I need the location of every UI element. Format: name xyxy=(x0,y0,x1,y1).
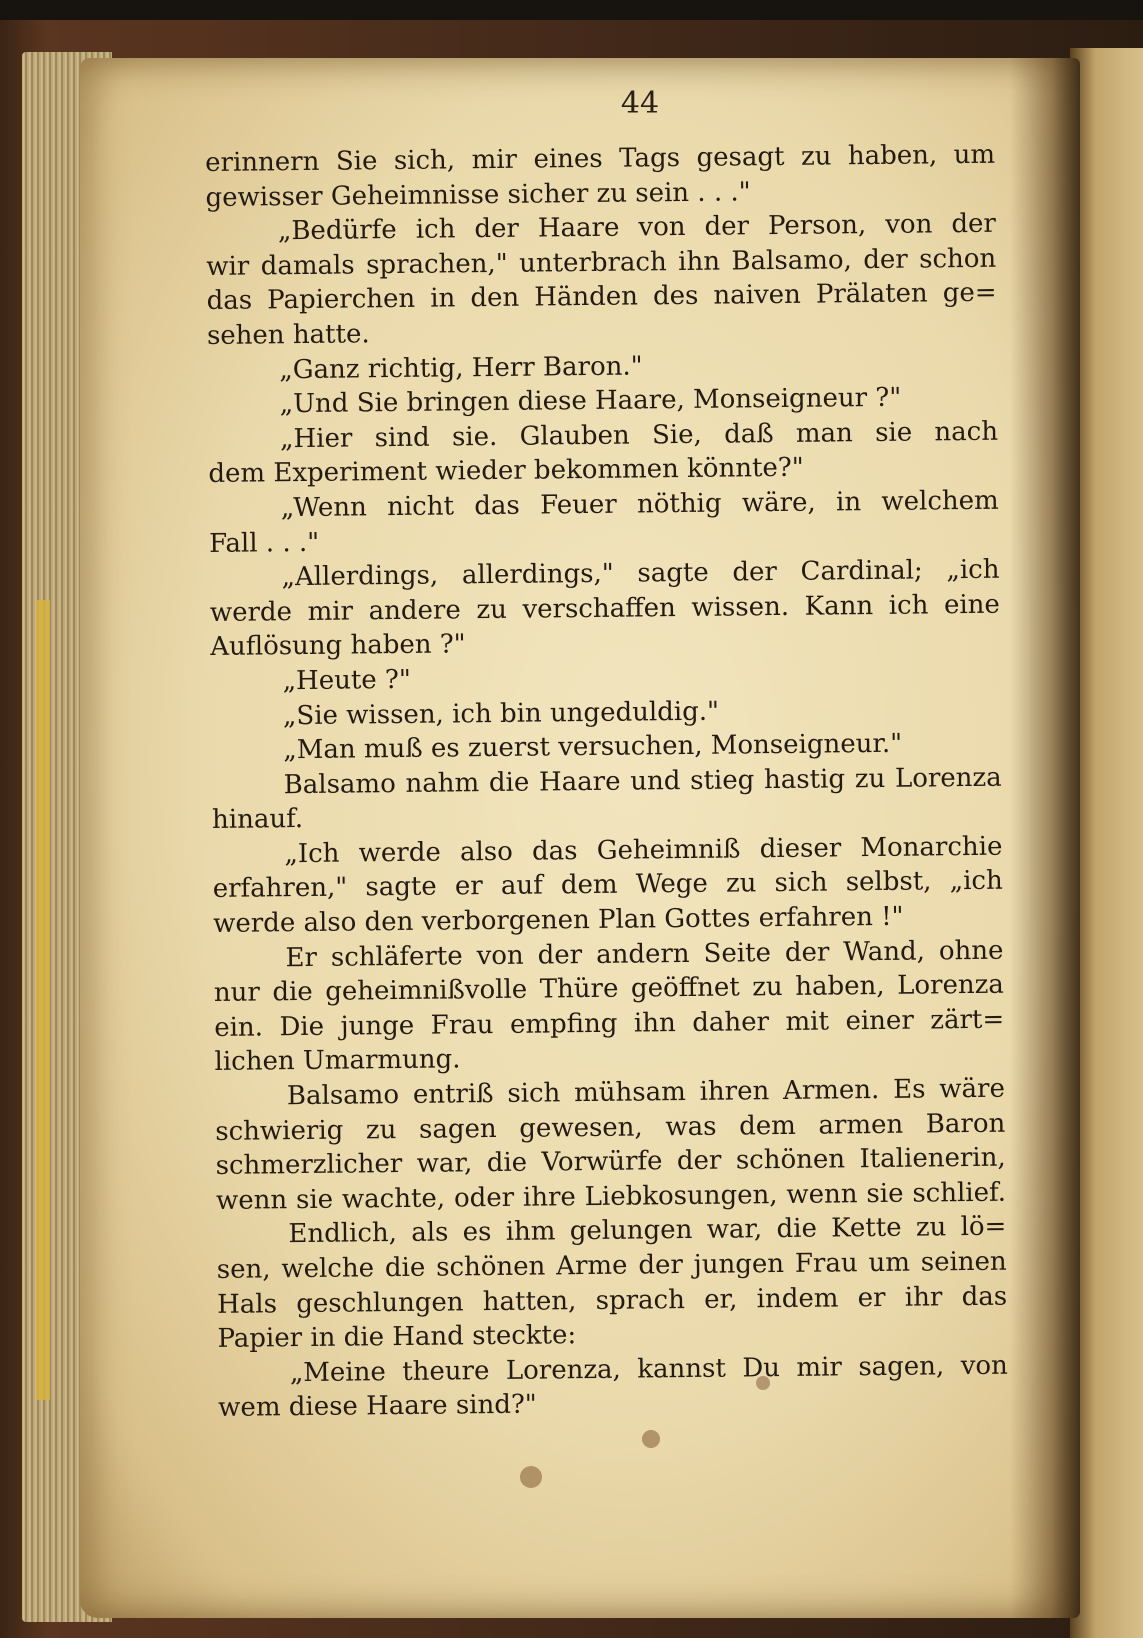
text-line: hinauf. xyxy=(211,804,304,836)
text-line: Fall . . ." xyxy=(209,527,320,559)
text-line: „Ganz richtig, Herr Baron." xyxy=(279,350,643,385)
text-line: ein. Die junge Frau empfing ihn daher mit einer zärt= xyxy=(214,1004,1005,1043)
text-line: werde also den verborgenen Plan Gottes erfahren !" xyxy=(212,901,904,940)
text-line: „Allerdings, allerdings," sagte der Cardinal; „ich xyxy=(281,554,1000,593)
text-line: „Und Sie bringen diese Haare, Monseigneur ?" xyxy=(279,382,902,420)
text-line: Balsamo nahm die Haare und stieg hastig zu Lorenza xyxy=(283,762,1002,800)
stain-spot xyxy=(520,1466,542,1488)
text-line: „Meine theure Lorenza, kannst Du mir sagen, von xyxy=(289,1350,1008,1388)
book-page xyxy=(80,58,1080,1618)
text-line: erinnern Sie sich, mir eines Tags gesagt zu haben, um xyxy=(205,139,996,178)
text-line: „Bedürfe ich der Haare von der Person, von der xyxy=(277,208,997,247)
text-line: schwierig zu sagen gewesen, was dem armen Baron xyxy=(215,1108,1006,1147)
text-line: nur die geheimnißvolle Thüre geöffnet zu haben, Lorenza xyxy=(213,969,1004,1009)
stain-spot xyxy=(642,1430,660,1448)
text-line: Endlich, als es ihm gelungen war, die Kette zu lö= xyxy=(288,1212,1007,1250)
text-line: „Man muß es zuerst versuchen, Monseigneur." xyxy=(283,728,903,766)
text-line: Auflösung haben ?" xyxy=(210,629,466,663)
text-line: gewisser Geheimnisse sicher zu sein . . ." xyxy=(205,176,751,213)
text-line: lichen Umarmung. xyxy=(214,1044,461,1078)
text-line: wem diese Haare sind?" xyxy=(218,1389,537,1424)
text-line: wenn sie wachte, oder ihre Liebkosungen, wenn sie schlief. xyxy=(215,1177,1007,1216)
text-line: „Heute ?" xyxy=(282,664,412,697)
text-line: „Hier sind sie. Glauben Sie, daß man sie nach xyxy=(279,416,999,454)
text-line: erfahren," sagte er auf dem Wege zu sich selbst, „ich xyxy=(212,866,1003,905)
page-gutter-shadow xyxy=(1010,58,1080,1618)
text-line: „Wenn nicht das Feuer nöthig wäre, in welchem xyxy=(280,485,999,524)
text-line: dem Experiment wieder bekommen könnte?" xyxy=(208,453,804,490)
stain-spot xyxy=(756,1376,770,1390)
page-text xyxy=(205,138,1008,1426)
text-line: werde mir andere zu verschaffen wissen. Kann ich eine xyxy=(209,589,1001,628)
text-line: Er schläferte von der andern Seite der Wand, ohne xyxy=(285,935,1004,973)
facing-page-edge xyxy=(1070,48,1143,1638)
text-line: sen, welche die schönen Arme der jungen Frau um seinen xyxy=(216,1246,1007,1285)
page-number: 44 xyxy=(620,86,660,121)
text-line: sehen hatte. xyxy=(206,319,370,351)
page-edge-highlight xyxy=(36,600,50,1400)
text-line: wir damals sprachen," unterbrach ihn Balsamo, der schon xyxy=(206,243,997,282)
text-line: Papier in die Hand steckte: xyxy=(217,1320,577,1355)
text-line: Hals geschlungen hatten, sprach er, indem er ihr das xyxy=(216,1281,1008,1320)
text-line: Balsamo entriß sich mühsam ihren Armen. Es wäre xyxy=(286,1073,1006,1112)
text-line: „Ich werde also das Geheimniß dieser Monarchie xyxy=(284,831,1003,870)
text-line: das Papierchen in den Händen des naiven Prälaten ge= xyxy=(206,278,997,317)
text-line: schmerzlicher war, die Vorwürfe der schönen Italienerin, xyxy=(215,1142,1006,1182)
text-line: „Sie wissen, ich bin ungeduldig." xyxy=(282,696,720,731)
